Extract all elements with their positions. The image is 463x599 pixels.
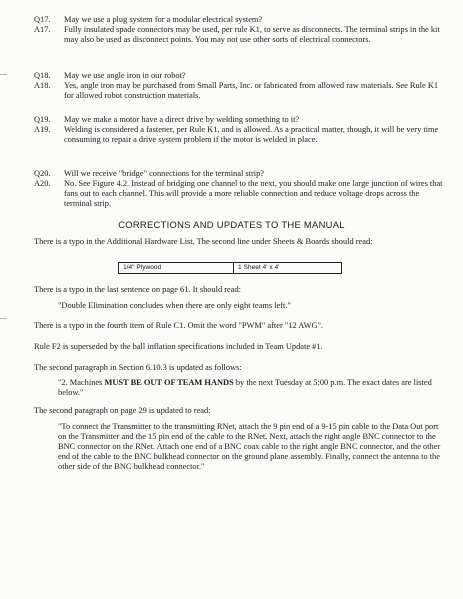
question-text: May we make a motor have a direct drive by welding something to it? [64,115,300,124]
table-cell-quantity: 1 Sheet 4' x 4' [238,264,280,271]
question-text: May we use a plug system for a modular electrical system? [64,15,263,24]
paragraph-hardware-typo: There is a typo in the Additional Hardware List. The second line under Sheets & Boards should read: [34,237,373,246]
quote-double-elimination: "Double Elimination concludes when there are only eight teams left." [58,301,291,310]
question-text: Will we receive "bridge" connections for the terminal strip? [64,169,264,178]
quote-transmitter-instructions: "To connect the Transmitter to the transmitting RNet, attach the 9 pin end of a 9-15 pin cable to the Data Out port on the Transmitter and the 15 pin end of the cable to the RNet. Next, attach the right angle BNC connector to the BNC connector on the RNet. Attach one end of a BNC coax cable to the right angle BNC connector, and the other end of the cable to the BNC bulkhead connector on the ground plane assembly. Finally, connect the antenna to the other side of the BNC bulkhead connector." [58,422,441,472]
section-title: CORRECTIONS AND UPDATES TO THE MANUAL [118,219,345,230]
answer-label: A19. [34,125,51,135]
paragraph-rule-c1-typo: There is a typo in the fourth item of Rule C1. Omit the word "PWM" after "12 AWG". [34,321,324,330]
binder-hole-mark [0,318,7,319]
answer-label: A17. [34,25,51,35]
answer-label: A18. [34,81,51,91]
qa-item-18 [34,71,446,101]
quote-machines-out [58,378,446,398]
question-row [34,71,446,81]
answer-text: Yes, angle iron may be purchased from Small Parts, Inc. or fabricated from allowed raw materials. See Rule K1 for allowed robot construction materials. [64,81,439,101]
quote-text-start: "2. Machines [58,378,105,387]
table-cell-material: 1/4" Plywood [119,263,234,273]
answer-row [34,125,446,145]
paragraph-rule-f2: Rule F2 is superseded by the ball inflation specifications included in Team Update #1. [34,342,323,351]
correction-table [118,262,342,274]
paragraph-page29: The second paragraph on page 29 is updated to read: [34,406,211,415]
answer-row [34,25,446,45]
question-label: Q20. [34,169,51,178]
question-text: May we use angle iron in our robot? [64,71,186,80]
qa-item-17 [34,15,446,45]
answer-row [34,81,446,101]
qa-item-19 [34,115,446,145]
quote-text-emphasis: MUST BE OUT OF TEAM HANDS [104,378,234,387]
quote-text-end: by the next Tuesday at 5:00 p.m. The exact dates are listed below." [58,378,432,398]
question-label: Q19. [34,115,51,124]
question-row [34,115,446,125]
question-row [34,169,446,179]
paragraph-section-6103: The second paragraph in Section 6.10.3 is updated as follows: [34,363,242,372]
answer-text: Fully insulated spade connectors may be used, per rule K1, to serve as disconnects. The terminal strips in the kit may also be used as disconnect points. You may not use other sorts of electrical connectors. [64,25,440,45]
answer-text: Welding is considered a fastener, per Rule K1, and is allowed. As a practical matter, though, it will be very time consuming to repair a drive system problem if the motor is welded in place. [64,125,439,145]
question-row [34,15,446,25]
qa-item-20 [34,169,446,209]
answer-label: A20. [34,179,51,189]
answer-row [34,179,446,209]
question-label: Q18. [34,71,51,80]
question-label: Q17. [34,15,51,24]
binder-hole-mark [0,74,7,75]
answer-text: No. See Figure 4.2. Instead of bridging one channel to the next, you should make one large junction of wires that fans out to each channel. This will provide a more reliable connection and reduce voltage drops across the terminal strip. [64,179,443,209]
paragraph-page61-typo: There is a typo in the last sentence on page 61. It should read: [34,285,241,294]
